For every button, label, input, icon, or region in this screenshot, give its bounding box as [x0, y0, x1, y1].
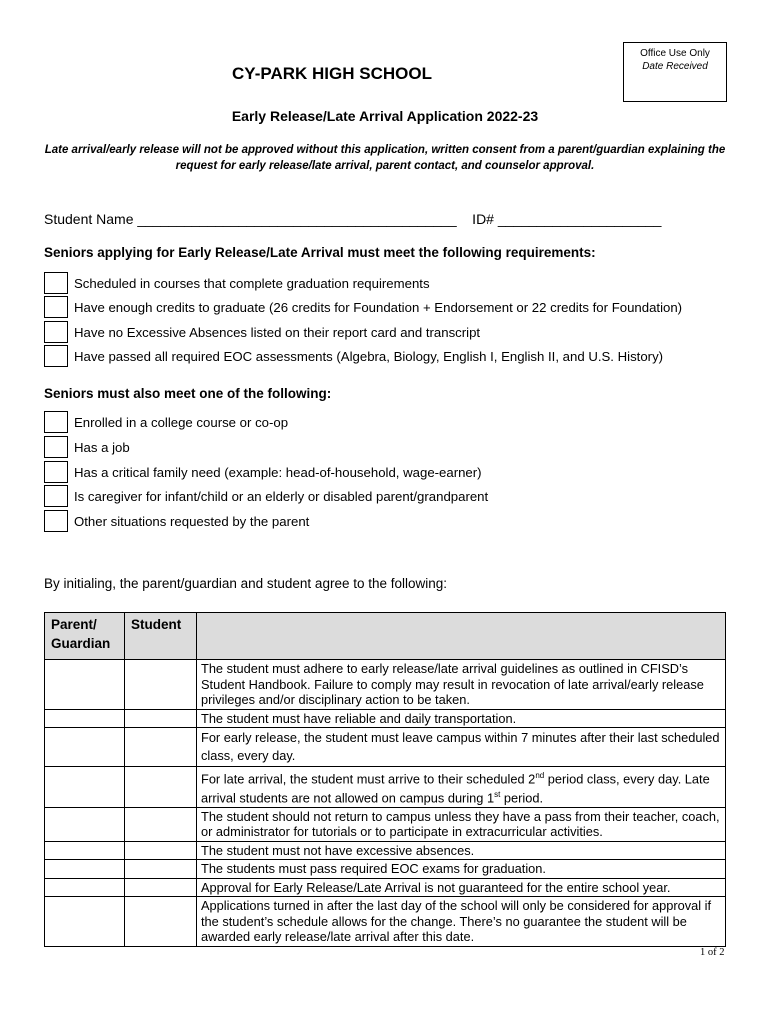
school-name: CY-PARK HIGH SCHOOL — [232, 64, 432, 83]
agreement-table — [44, 612, 726, 947]
table-row — [45, 878, 726, 897]
rule-text: The student must have reliable and daily transportation. — [197, 709, 726, 728]
date-received-label: Date Received — [642, 61, 708, 72]
rule-text: Approval for Early Release/Late Arrival is not guaranteed for the entire school year. — [197, 878, 726, 897]
checkbox[interactable] — [44, 461, 68, 483]
also-meet-heading: Seniors must also meet one of the following: — [44, 386, 332, 401]
checkbox[interactable] — [44, 272, 68, 294]
checkbox[interactable] — [44, 485, 68, 507]
parent-initial-cell[interactable] — [45, 660, 125, 710]
table-row — [45, 807, 726, 841]
student-initial-cell[interactable] — [125, 767, 197, 808]
also-meet-item[interactable]: Enrolled in a college course or co-op — [44, 411, 288, 433]
requirement-item[interactable]: Have no Excessive Absences listed on their report card and transcript — [44, 321, 480, 343]
table-row — [45, 860, 726, 879]
checkbox[interactable] — [44, 296, 68, 318]
table-row — [45, 841, 726, 860]
table-row — [45, 728, 726, 767]
requirement-item[interactable]: Have enough credits to graduate (26 credits for Foundation + Endorsement or 22 credits for Foundation) — [44, 296, 682, 318]
table-row — [45, 897, 726, 947]
checkbox[interactable] — [44, 345, 68, 367]
student-initial-cell[interactable] — [125, 660, 197, 710]
rule-text: For early release, the student must leave campus within 7 minutes after their last scheduled class, every day. — [197, 728, 726, 767]
checkbox[interactable] — [44, 436, 68, 458]
initial-agreement-text: By initialing, the parent/guardian and student agree to the following: — [44, 576, 448, 591]
rule-text: For late arrival, the student must arrive to their scheduled 2nd period class, every day. Late arrival students are not allowed on campus during 1st period. — [197, 767, 726, 808]
checkbox[interactable] — [44, 321, 68, 343]
student-header: Student — [125, 613, 197, 660]
student-initial-cell[interactable] — [125, 878, 197, 897]
student-name-id-field[interactable]: Student Name _________________________________________ ID# _____________________ — [44, 211, 662, 227]
office-use-label: Office Use Only — [640, 48, 710, 59]
student-initial-cell[interactable] — [125, 807, 197, 841]
student-initial-cell[interactable] — [125, 728, 197, 767]
also-meet-item[interactable]: Has a job — [44, 436, 130, 458]
parent-initial-cell[interactable] — [45, 728, 125, 767]
also-meet-item[interactable]: Has a critical family need (example: head-of-household, wage-earner) — [44, 461, 482, 483]
parent-initial-cell[interactable] — [45, 709, 125, 728]
page-number: 1 of 2 — [700, 947, 725, 958]
intro-notice: Late arrival/early release will not be approved without this application, written consent from a parent/guardian explaining the request for early release/late arrival, parent contact, and counselor approval. — [44, 144, 726, 172]
student-initial-cell[interactable] — [125, 709, 197, 728]
student-initial-cell[interactable] — [125, 860, 197, 879]
checkbox[interactable] — [44, 510, 68, 532]
parent-initial-cell[interactable] — [45, 767, 125, 808]
parent-initial-cell[interactable] — [45, 878, 125, 897]
requirements-heading: Seniors applying for Early Release/Late Arrival must meet the following requirements: — [44, 245, 596, 260]
table-row — [45, 660, 726, 710]
table-header-row — [45, 613, 726, 660]
rule-text: The student must not have excessive absences. — [197, 841, 726, 860]
parent-initial-cell[interactable] — [45, 897, 125, 947]
checkbox[interactable] — [44, 411, 68, 433]
student-initial-cell[interactable] — [125, 897, 197, 947]
requirement-item[interactable]: Have passed all required EOC assessments (Algebra, Biology, English I, English II, and U.S. History) — [44, 345, 663, 367]
also-meet-item[interactable]: Is caregiver for infant/child or an elderly or disabled parent/grandparent — [44, 485, 488, 507]
parent-guardian-header: Parent/ Guardian — [45, 613, 125, 660]
rule-text: The student must adhere to early release/late arrival guidelines as outlined in CFISD’s Student Handbook. Failure to comply may result in revocation of late arrival/early release privileges and/or disciplinary action to be taken. — [197, 660, 726, 710]
parent-initial-cell[interactable] — [45, 807, 125, 841]
table-row — [45, 709, 726, 728]
form-title: Early Release/Late Arrival Application 2022-23 — [231, 108, 539, 124]
requirement-item[interactable]: Scheduled in courses that complete graduation requirements — [44, 272, 430, 294]
parent-initial-cell[interactable] — [45, 860, 125, 879]
also-meet-item[interactable]: Other situations requested by the parent — [44, 510, 309, 532]
rule-text: The students must pass required EOC exams for graduation. — [197, 860, 726, 879]
rule-header — [197, 613, 726, 660]
rule-text: Applications turned in after the last day of the school will only be considered for approval if the student’s schedule allows for the change. There’s no guarantee the student will be awarded early release/late arrival after this date. — [197, 897, 726, 947]
rule-text: The student should not return to campus unless they have a pass from their teacher, coach, or administrator for tutorials or to participate in extracurricular activities. — [197, 807, 726, 841]
student-initial-cell[interactable] — [125, 841, 197, 860]
parent-initial-cell[interactable] — [45, 841, 125, 860]
table-row — [45, 767, 726, 808]
